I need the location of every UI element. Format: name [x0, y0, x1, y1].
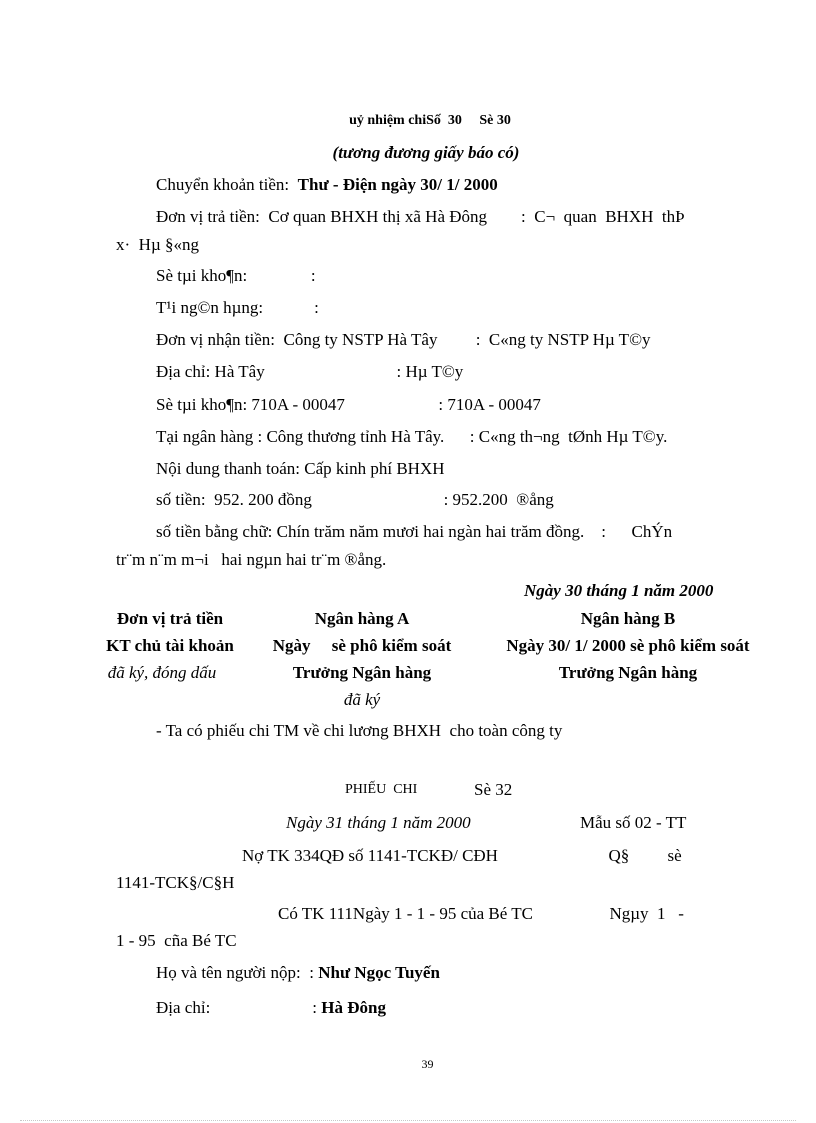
amount-line: số tiền: 952. 200 đồng : 952.200 ®ång: [156, 490, 554, 509]
payee-line: Đơn vị nhận tiền: Công ty NSTP Hà Tây : C«ng ty NSTP Hµ T©y: [156, 330, 651, 349]
page-border-dots: [20, 1120, 796, 1121]
payer-line-1: Đơn vị trả tiền: Cơ quan BHXH thị xã Hà Đông : C¬ quan BHXH thÞ: [156, 207, 685, 226]
sig-c3-r3: Trưởng Ngân hàng: [558, 663, 698, 682]
sig-c2-r4: đã ký: [343, 690, 381, 709]
payer-line-2: x· Hµ §«ng: [116, 235, 199, 254]
transfer-label: Chuyển khoản tiền:: [156, 175, 298, 194]
sig-c1-r3: đã ký, đóng dấu: [107, 663, 217, 682]
bank-line-2: Tại ngân hàng : Công thương tỉnh Hà Tây. : C«ng th¬ng tØnh Hµ T©y.: [156, 427, 668, 446]
sig-c1-r1: Đơn vị trả tiền: [116, 609, 224, 628]
note-line: - Ta có phiếu chi TM về chi lương BHXH cho toàn công ty: [156, 721, 563, 740]
payer-name-line: [156, 964, 440, 981]
debit-line-1: Nợ TK 334QĐ số 1141-TCKĐ/ CĐH Q§ sè: [242, 846, 682, 865]
voucher-title: PHIẾU CHI: [345, 782, 418, 797]
sig-c3-r1: Ngân hàng B: [580, 609, 676, 628]
sig-c2-r3: Trưởng Ngân hàng: [292, 663, 432, 682]
payer-name-label: Họ và tên người nộp: :: [156, 963, 319, 982]
voucher-number: Sè 32: [474, 780, 513, 799]
payer-address-line: [156, 999, 386, 1016]
credit-line-1: Có TK 111Ngày 1 - 1 - 95 của Bé TC Ngµy 1 -: [278, 904, 684, 923]
voucher-date: Ngày 31 tháng 1 năm 2000: [286, 813, 471, 832]
payer-address-label: Địa chỉ: :: [156, 998, 322, 1017]
payer-name-value: Như Ngọc Tuyến: [318, 963, 440, 982]
sig-c2-r2: Ngày sè phô kiểm soát: [272, 636, 452, 655]
transfer-value: Thư - Điện ngày 30/ 1/ 2000: [297, 175, 498, 194]
payment-content: Nội dung thanh toán: Cấp kinh phí BHXH: [156, 459, 445, 478]
page-number: 39: [421, 1057, 434, 1071]
document-subtitle: (tương đương giấy báo có): [332, 143, 520, 162]
amount-words-line-1: số tiền bằng chữ: Chín trăm năm mươi hai ngàn hai trăm đồng. : ChÝn: [156, 522, 673, 541]
credit-line-2: 1 - 95 cña Bé TC: [116, 931, 237, 950]
debit-line-2: 1141-TCK§/C§H: [116, 873, 235, 892]
transfer-line: [156, 176, 498, 193]
address-line: Địa chỉ: Hà Tây : Hµ T©y: [156, 362, 464, 381]
amount-words-line-2: tr¨m n¨m m¬i hai ngµn hai tr¨m ®ång.: [116, 550, 387, 569]
account-line-1: Sè tµi kho¶n: :: [156, 266, 316, 285]
form-number: Mẫu số 02 - TT: [580, 813, 687, 832]
sig-c1-r2: KT chủ tài khoản: [106, 636, 234, 655]
account-line-2: Sè tµi kho¶n: 710A - 00047 : 710A - 00047: [156, 395, 541, 414]
sig-c2-r1: Ngân hàng A: [314, 609, 410, 628]
sig-c3-r2: Ngày 30/ 1/ 2000 sè phô kiểm soát: [506, 636, 750, 655]
signature-date: Ngày 30 tháng 1 năm 2000: [524, 581, 714, 600]
document-title: uỷ nhiệm chiSố 30 Sè 30: [349, 113, 511, 128]
bank-line-1: T¹i ng©n hµng: :: [156, 298, 319, 317]
payer-address-value: Hà Đông: [321, 998, 386, 1017]
